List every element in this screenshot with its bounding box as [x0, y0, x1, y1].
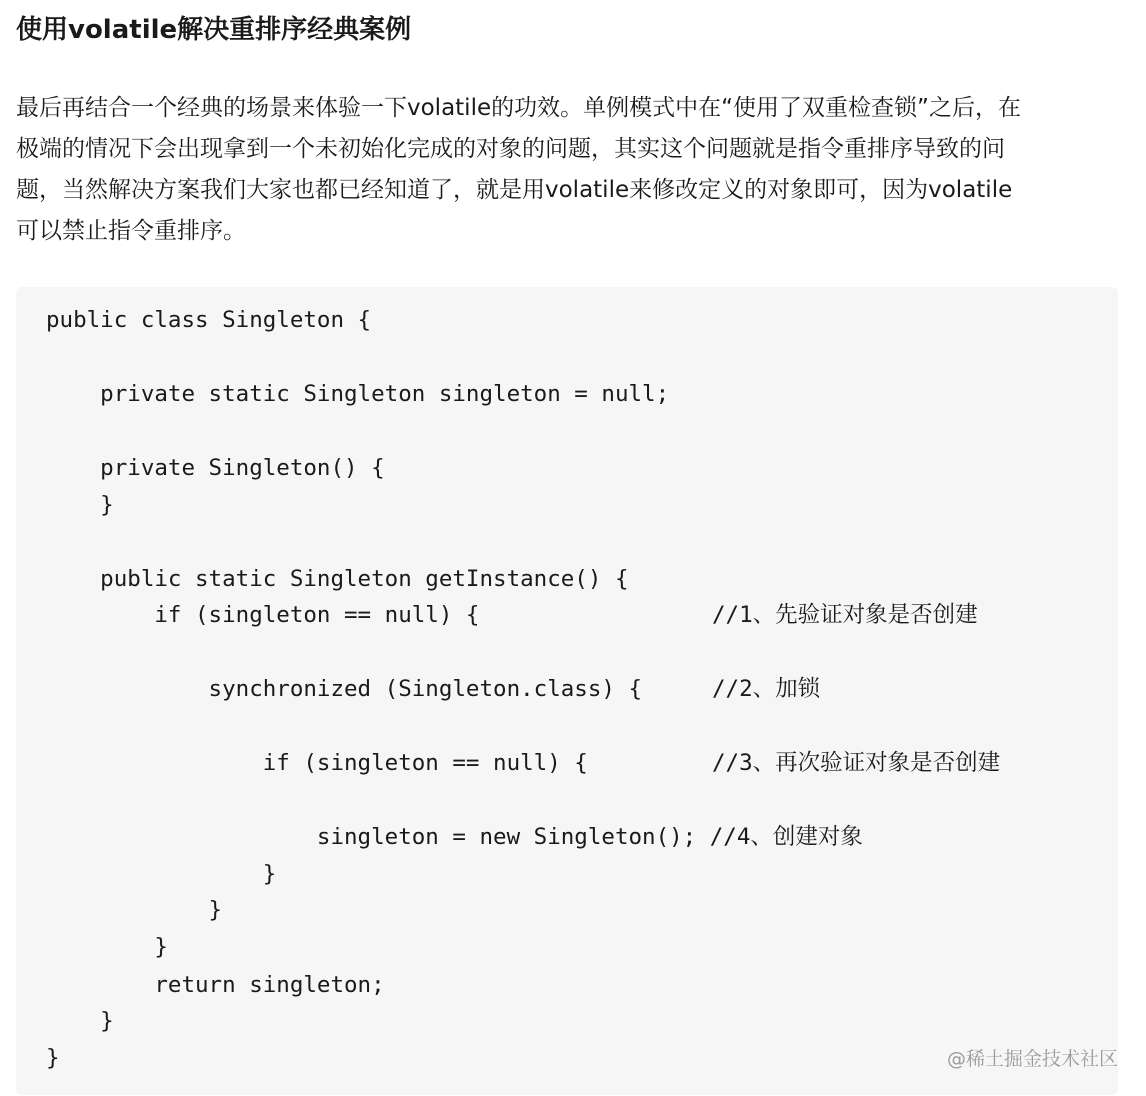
code-line: }	[46, 861, 277, 887]
code-line: return singleton;	[46, 972, 385, 998]
code-line: public static Singleton getInstance() {	[46, 566, 629, 592]
code-line: }	[46, 1008, 114, 1034]
code-line: if (singleton == null) { //1、先验证对象是否创建	[46, 602, 978, 628]
code-line: singleton = new Singleton(); //4、创建对象	[46, 824, 863, 850]
article-title: 使用volatile解决重排序经典案例	[16, 15, 412, 45]
code-comment: //2、加锁	[712, 676, 821, 702]
code-line: private Singleton() {	[46, 455, 385, 481]
code-comment: //1、先验证对象是否创建	[712, 602, 978, 628]
code-comment: //3、再次验证对象是否创建	[712, 750, 1001, 776]
code-line: private static Singleton singleton = null;	[46, 381, 670, 407]
paragraph-line: 极端的情况下会出现拿到一个未初始化完成的对象的问题，其实这个问题就是指令重排序导致的问	[16, 136, 1005, 162]
code-line: public class Singleton {	[46, 307, 372, 333]
code-line: }	[46, 897, 223, 923]
paragraph-line: 题，当然解决方案我们大家也都已经知道了，就是用volatile来修改定义的对象即可，因为volatile	[16, 177, 1013, 203]
paragraph-line: 可以禁止指令重排序。	[16, 218, 246, 244]
code-line: }	[46, 492, 114, 518]
code-block[interactable]	[16, 287, 1118, 1095]
code-line: synchronized (Singleton.class) { //2、加锁	[46, 676, 821, 702]
code-line: if (singleton == null) { //3、再次验证对象是否创建	[46, 750, 1001, 776]
code-line: }	[46, 1045, 60, 1071]
code-line: }	[46, 934, 168, 960]
article-paragraph	[16, 88, 1120, 252]
watermark: @稀土掘金技术社区	[946, 1048, 1118, 1070]
paragraph-line: 最后再结合一个经典的场景来体验一下volatile的功效。单例模式中在“使用了双重检查锁”之后，在	[16, 95, 1021, 121]
